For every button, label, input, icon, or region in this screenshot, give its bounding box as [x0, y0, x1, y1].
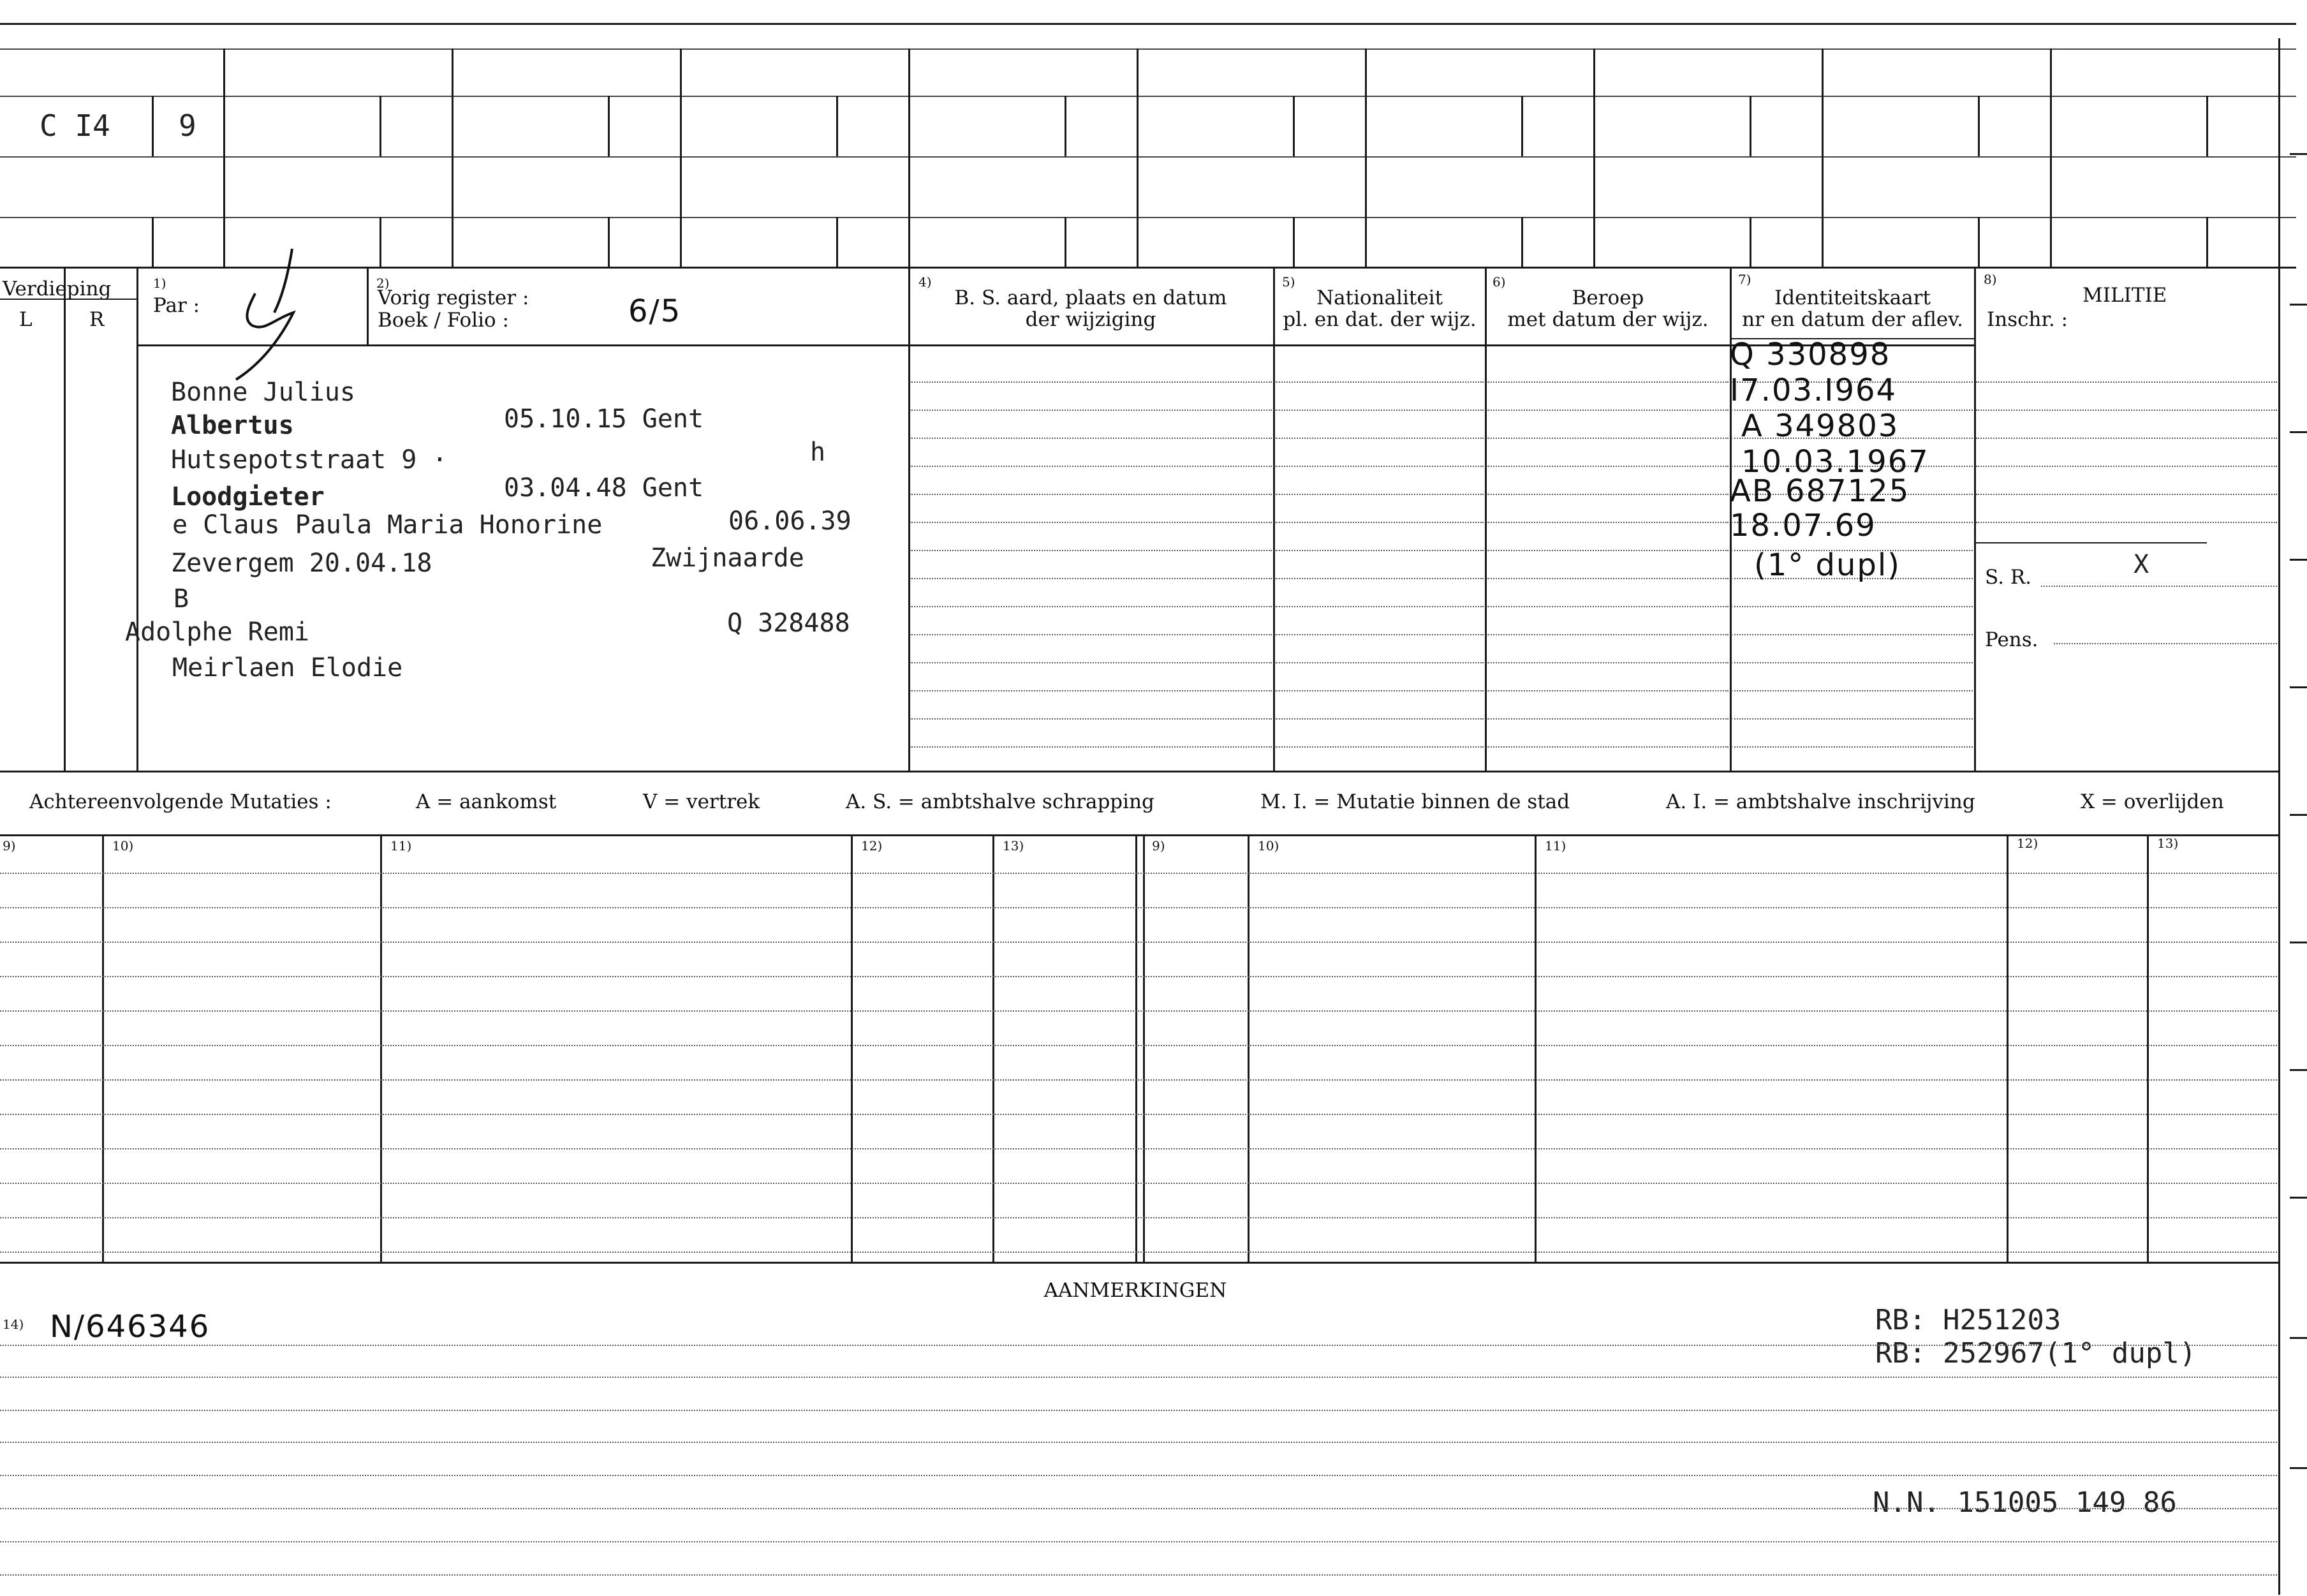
col-number-1: 1): [153, 276, 166, 291]
id-card-7: (1° dupl): [1754, 547, 1901, 583]
mutation-row-line: [0, 1010, 2277, 1012]
person-line-5-extra: 06.06.39: [728, 506, 851, 536]
col-number-5: 5): [1282, 274, 1295, 290]
code-number: 9: [179, 108, 196, 143]
header-beroep-line1: Beroep: [1572, 286, 1644, 309]
label-pens: Pens.: [1985, 628, 2038, 651]
mut-col-9b: 9): [1152, 838, 1165, 853]
mutation-binnen-de-stad: M. I. = Mutatie binnen de stad: [1260, 790, 1570, 813]
id-card-3: A 349803: [1741, 408, 1899, 444]
header-id-line1: Identiteitskaart: [1774, 286, 1931, 309]
mutation-vertrek: V = vertrek: [643, 790, 760, 813]
header-left: L: [19, 308, 33, 331]
label-sr: S. R.: [1985, 566, 2032, 589]
col-number-2: 2): [376, 276, 390, 291]
person-line-1: Bonne Julius: [171, 378, 355, 407]
header-nat-line2: pl. en dat. der wijz.: [1283, 308, 1477, 331]
person-line-4: Loodgieter: [171, 482, 325, 512]
person-line-2-extra: 05.10.15 Gent: [504, 404, 704, 434]
person-line-4-extra: 03.04.48 Gent: [504, 473, 704, 503]
par-signature-mark: [217, 242, 332, 383]
mutation-aankomst: A = aankomst: [416, 790, 557, 813]
mutation-row-line: [0, 873, 2277, 874]
remark-note: N/646346: [50, 1309, 210, 1345]
mut-col-11b: 11): [1545, 838, 1566, 853]
id-card-5: AB 687125: [1730, 473, 1910, 509]
mutation-row-line: [0, 1079, 2277, 1081]
person-line-8-extra: Q 328488: [727, 609, 850, 638]
col-number-7: 7): [1738, 272, 1751, 287]
mut-col-11a: 11): [390, 838, 412, 853]
mutation-row-line: [0, 1252, 2277, 1253]
mutation-row-line: [0, 907, 2277, 908]
person-line-8: Adolphe Remi: [125, 617, 309, 647]
id-card-2: I7.03.I964: [1730, 373, 1898, 408]
mutation-row-line: [0, 1148, 2277, 1149]
mutation-row-line: [0, 942, 2277, 943]
mut-col-13a: 13): [1003, 838, 1024, 853]
mutation-row-line: [0, 1114, 2277, 1115]
remark-rb-1: RB: H251203: [1875, 1304, 2061, 1336]
person-line-2: Albertus: [171, 411, 294, 440]
person-line-6: Zevergem 20.04.18: [171, 549, 432, 578]
id-card-1: Q 330898: [1730, 337, 1891, 373]
remarks-title: AANMERKINGEN: [1043, 1279, 1227, 1302]
header-bs-line2: der wijziging: [1025, 308, 1156, 331]
mutation-row-line: [0, 1217, 2277, 1218]
header-id-line2: nr en datum der aflev.: [1742, 308, 1963, 331]
sr-mark: X: [2134, 550, 2149, 579]
header-bs-line1: B. S. aard, plaats en datum: [954, 286, 1227, 309]
header-nat-line1: Nationaliteit: [1316, 286, 1443, 309]
mut-col-13b: 13): [2157, 836, 2179, 851]
code-block: C I4: [40, 108, 110, 143]
person-line-9: Meirlaen Elodie: [172, 653, 403, 683]
header-vorig-register: Vorig register :: [378, 286, 529, 309]
mut-col-10b: 10): [1258, 838, 1279, 853]
header-militie: MILITIE: [2082, 284, 2167, 307]
col-number-8: 8): [1984, 272, 1997, 287]
header-verdieping: Verdieping: [3, 277, 112, 300]
mut-col-10a: 10): [112, 838, 134, 853]
boek-folio-value: 6/5: [628, 293, 682, 329]
person-line-5: e Claus Paula Maria Honorine: [172, 510, 603, 540]
mutation-row-line: [0, 1045, 2277, 1046]
header-right: R: [89, 308, 105, 331]
mutations-title: Achtereenvolgende Mutaties :: [29, 790, 332, 813]
mutation-ambtshalve-inschrijving: A. I. = ambtshalve inschrijving: [1666, 790, 1975, 813]
header-beroep-line2: met datum der wijz.: [1507, 308, 1709, 331]
header-par: Par :: [153, 294, 200, 317]
header-inschr: Inschr. :: [1987, 308, 2068, 331]
col-number-14: 14): [3, 1317, 24, 1332]
person-line-6-extra: Zwijnaarde: [651, 543, 804, 573]
mut-col-9a: 9): [3, 838, 16, 853]
mutation-overlijden: X = overlijden: [2081, 790, 2224, 813]
remark-nn: N.N. 151005 149 86: [1873, 1486, 2177, 1519]
mut-col-12b: 12): [2017, 836, 2038, 851]
col-number-6: 6): [1493, 274, 1506, 290]
h-mark: h: [810, 438, 826, 467]
id-card-4: 10.03.1967: [1741, 444, 1929, 480]
col-number-4: 4): [918, 274, 932, 290]
id-card-6: 18.07.69: [1730, 508, 1876, 543]
header-boek-folio: Boek / Folio :: [378, 309, 509, 332]
remark-rb-2: RB: 252967(1° dupl): [1875, 1337, 2197, 1370]
person-line-3: Hutsepotstraat 9 ·: [171, 445, 448, 475]
mutation-ambtshalve-schrapping: A. S. = ambtshalve schrapping: [846, 790, 1154, 813]
person-line-7: B: [173, 584, 189, 614]
mutation-row-line: [0, 976, 2277, 977]
mut-col-12a: 12): [861, 838, 883, 853]
mutation-row-line: [0, 1183, 2277, 1184]
